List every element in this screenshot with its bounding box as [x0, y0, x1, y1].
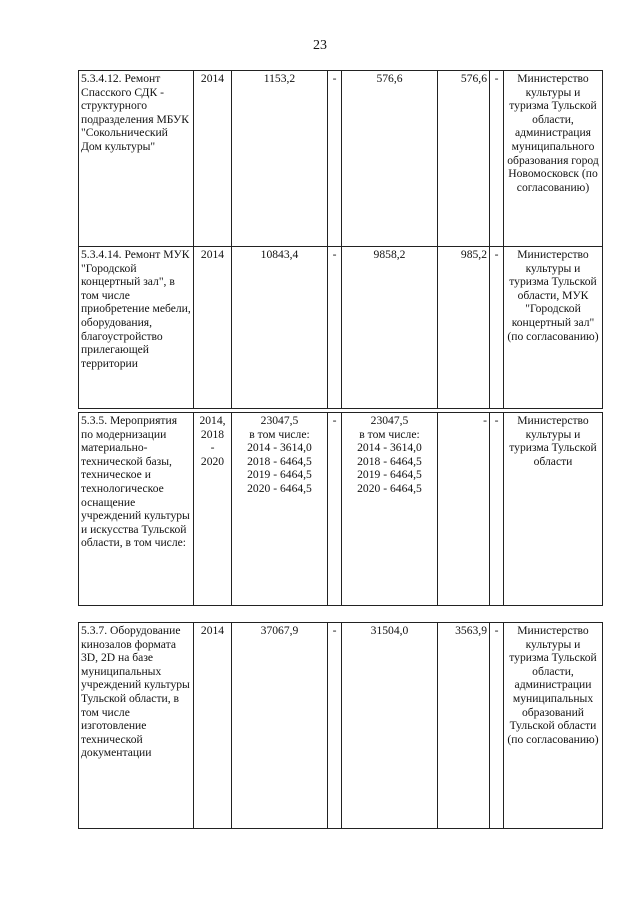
regional-cell: 23047,5 в том числе: 2014 - 3614,0 2018 - 6464,5 2019 - 6464,5 2020 - 6464,5 [342, 413, 438, 606]
table-row [79, 247, 603, 409]
program-table-1 [78, 70, 603, 409]
federal-cell: - [328, 623, 342, 829]
year-cell: 2014 [194, 71, 232, 247]
executor-cell: Министерство культуры и туризма Тульской области [504, 413, 603, 606]
total-cell: 10843,4 [232, 247, 328, 409]
other-cell: - [490, 413, 504, 606]
measure-name: 5.3.5. Мероприятия по модернизации материально-технической базы, техническое и технологическое оснащение учреждений культуры и искусства Тульской области, в том числе: [79, 413, 194, 606]
program-table-3 [78, 622, 603, 829]
municipal-cell: 985,2 [438, 247, 490, 409]
executor-cell: Министерство культуры и туризма Тульской области, администрации муниципальных образований Тульской области (по согласованию) [504, 623, 603, 829]
year-cell: 2014, 2018 - 2020 [194, 413, 232, 606]
other-cell: - [490, 247, 504, 409]
page-number: 23 [313, 38, 327, 53]
municipal-cell: 576,6 [438, 71, 490, 247]
executor-cell: Министерство культуры и туризма Тульской области, администрация муниципального образования город Новомосковск (по согласованию) [504, 71, 603, 247]
regional-cell: 9858,2 [342, 247, 438, 409]
measure-name: 5.3.4.12. Ремонт Спасского СДК - структурного подразделения МБУК "Сокольнический Дом культуры" [79, 71, 194, 247]
table-row [79, 413, 603, 606]
measure-name: 5.3.4.14. Ремонт МУК "Городской концертный зал", в том числе приобретение мебели, оборудования, благоустройство прилегающей территории [79, 247, 194, 409]
federal-cell: - [328, 413, 342, 606]
regional-cell: 576,6 [342, 71, 438, 247]
municipal-cell: 3563,9 [438, 623, 490, 829]
executor-cell: Министерство культуры и туризма Тульской области, МУК "Городской концертный зал" (по согласованию) [504, 247, 603, 409]
measure-name: 5.3.7. Оборудование кинозалов формата 3D, 2D на базе муниципальных учреждений культуры Тульской области, в том числе изготовление технической документации [79, 623, 194, 829]
federal-cell: - [328, 71, 342, 247]
program-table-2 [78, 412, 603, 606]
table-row [79, 71, 603, 247]
other-cell: - [490, 71, 504, 247]
total-cell: 37067,9 [232, 623, 328, 829]
total-cell: 1153,2 [232, 71, 328, 247]
year-cell: 2014 [194, 623, 232, 829]
year-cell: 2014 [194, 247, 232, 409]
other-cell: - [490, 623, 504, 829]
table-row [79, 623, 603, 829]
federal-cell: - [328, 247, 342, 409]
municipal-cell: - [438, 413, 490, 606]
total-cell: 23047,5 в том числе: 2014 - 3614,0 2018 - 6464,5 2019 - 6464,5 2020 - 6464,5 [232, 413, 328, 606]
regional-cell: 31504,0 [342, 623, 438, 829]
